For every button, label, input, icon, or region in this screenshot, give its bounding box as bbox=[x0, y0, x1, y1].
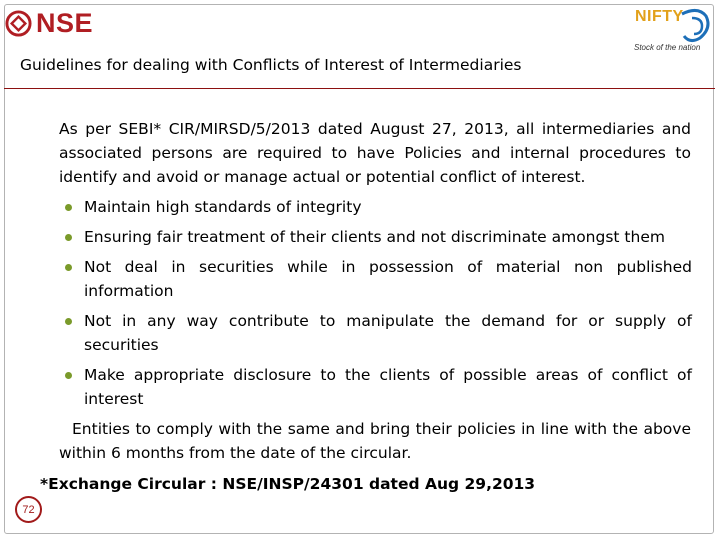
list-item-text: Maintain high standards of integrity bbox=[84, 198, 362, 216]
nifty-arc-icon bbox=[676, 6, 712, 44]
guideline-list bbox=[62, 195, 692, 417]
closing-paragraph: Entities to comply with the same and bring their policies in line with the above within 6 months from the date of the circular. bbox=[59, 420, 691, 462]
list-item-text: Ensuring fair treatment of their clients and not discriminate amongst them bbox=[84, 228, 665, 246]
list-item-text: Not in any way contribute to manipulate the demand for or supply of securities bbox=[84, 312, 692, 354]
bullet-icon bbox=[65, 234, 72, 241]
intro-paragraph: As per SEBI* CIR/MIRSD/5/2013 dated August 27, 2013, all intermediaries and associated persons are required to have Policies and internal procedures to identify and avoid or manage actual or potential conflict of interest. bbox=[59, 120, 691, 186]
slide-title: Guidelines for dealing with Conflicts of Interest of Intermediaries bbox=[20, 56, 522, 74]
nifty-logo-text: NIFTY bbox=[635, 8, 684, 25]
bullet-icon bbox=[65, 372, 72, 379]
nifty-logo bbox=[628, 6, 714, 56]
bullet-icon bbox=[65, 204, 72, 211]
page-number-badge bbox=[15, 496, 42, 523]
list-item bbox=[62, 309, 692, 357]
circular-reference: *Exchange Circular : NSE/INSP/24301 dated Aug 29,2013 bbox=[40, 475, 536, 493]
list-item-text: Make appropriate disclosure to the clients of possible areas of conflict of interest bbox=[84, 366, 692, 408]
list-item bbox=[62, 255, 692, 303]
nifty-tagline: Stock of the nation bbox=[634, 43, 701, 52]
list-item bbox=[62, 225, 692, 249]
header-divider bbox=[4, 88, 715, 89]
list-item-text: Not deal in securities while in possession of material non published information bbox=[84, 258, 692, 300]
bullet-icon bbox=[65, 318, 72, 325]
nse-logo-text: NSE bbox=[36, 8, 94, 38]
list-item bbox=[62, 195, 692, 219]
list-item bbox=[62, 363, 692, 411]
nse-logo bbox=[5, 8, 93, 39]
page-number: 72 bbox=[22, 503, 35, 516]
bullet-icon bbox=[65, 264, 72, 271]
nse-emblem-icon bbox=[5, 10, 32, 37]
